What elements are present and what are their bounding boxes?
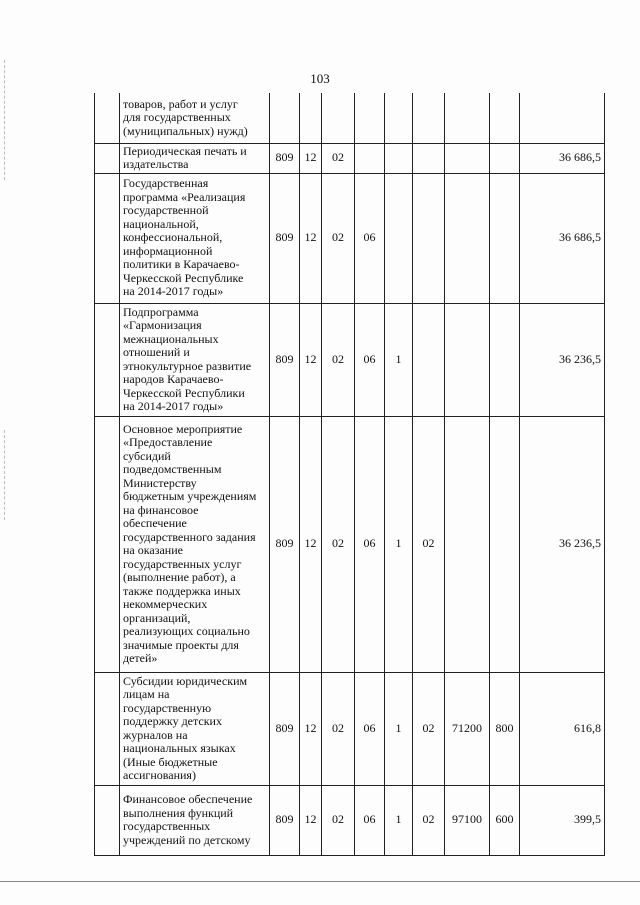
item-name-line: на 2014-2017 годы» (123, 399, 224, 413)
scan-margin-mark (4, 430, 5, 520)
section-code-cell: 12 (300, 785, 322, 855)
expense-type-cell (490, 93, 520, 143)
program-code-cell: 06 (355, 303, 385, 416)
direction-code-cell: 71200 (445, 672, 490, 785)
page-number: 103 (310, 71, 330, 86)
item-name-line: выполнения функций (123, 805, 234, 820)
section-code-cell: 12 (300, 672, 322, 785)
direction-code-cell (445, 173, 490, 303)
item-name-line: Черкесской Республики (123, 385, 245, 400)
item-name-line: отношений и (123, 345, 190, 359)
item-name-line: подведомственным (123, 462, 222, 476)
item-name-line: бюджетным учреждениям (123, 489, 257, 503)
item-name-cell (120, 785, 270, 855)
item-name-line: товаров, работ и услуг (123, 96, 238, 111)
item-name-cell (120, 143, 270, 173)
program-code-cell: 06 (355, 672, 385, 785)
item-name-line: государственного задания (123, 529, 256, 544)
item-name-line: обеспечение (123, 516, 187, 530)
budget-table (94, 93, 605, 856)
item-name-line: «Предоставление (123, 435, 213, 449)
expense-type-cell (490, 416, 520, 672)
subsection-code-cell: 02 (322, 785, 355, 855)
section-code-cell (300, 93, 322, 143)
program-code-cell (355, 93, 385, 143)
program-code-cell: 06 (355, 416, 385, 672)
row-margin-cell (95, 785, 120, 855)
item-name-line: Финансовое обеспечение (123, 792, 253, 806)
program-code-cell: 06 (355, 173, 385, 303)
subsection-code-cell: 02 (322, 672, 355, 785)
item-name-line: на финансовое (123, 502, 199, 517)
expense-type-cell (490, 143, 520, 173)
table-row (95, 93, 605, 143)
item-name-line: народов Карачаево- (123, 372, 224, 386)
section-code-cell: 12 (300, 143, 322, 173)
item-name-cell (120, 303, 270, 416)
item-name-line: для государственных (123, 110, 231, 124)
subprogram-code-cell: 1 (385, 785, 413, 855)
amount-cell: 36 686,5 (520, 143, 605, 173)
table-row (95, 785, 605, 855)
item-name-line: национальных языках (123, 741, 236, 755)
item-name-line: субсидий (123, 448, 171, 463)
activity-code-cell: 02 (413, 416, 445, 672)
amount-cell (520, 93, 605, 143)
item-name-line: ассигнования) (123, 768, 196, 782)
direction-code-cell (445, 93, 490, 143)
item-name-line: конфессиональной, (123, 230, 223, 245)
item-name-cell (120, 93, 270, 143)
item-name-line: организаций, (123, 610, 191, 625)
section-code-cell: 12 (300, 173, 322, 303)
item-name-line: государственной (123, 203, 209, 218)
amount-cell: 616,8 (520, 672, 605, 785)
ministry-code-cell: 809 (270, 672, 300, 785)
direction-code-cell (445, 303, 490, 416)
item-name-line: (муниципальных) нужд) (123, 123, 248, 138)
item-name-line: учреждений по детскому (123, 832, 251, 847)
table-row (95, 303, 605, 416)
item-name-line: Субсидии юридическим (123, 673, 248, 688)
direction-code-cell (445, 416, 490, 672)
item-name-line: Государственная (123, 176, 209, 191)
subsection-code-cell: 02 (322, 173, 355, 303)
item-name-cell (120, 672, 270, 785)
activity-code-cell (413, 173, 445, 303)
budget-table-body (95, 93, 605, 855)
amount-cell: 36 236,5 (520, 303, 605, 416)
ministry-code-cell: 809 (270, 143, 300, 173)
item-name-line: программа «Реализация (123, 189, 246, 204)
item-name-line: Черкесской Республике (123, 270, 244, 285)
table-row (95, 173, 605, 303)
table-row (95, 672, 605, 785)
expense-type-cell (490, 173, 520, 303)
subprogram-code-cell: 1 (385, 416, 413, 672)
row-margin-cell (95, 416, 120, 672)
subprogram-code-cell: 1 (385, 303, 413, 416)
page-bottom-rule (0, 881, 640, 882)
section-code-cell: 12 (300, 416, 322, 672)
item-name-line: на оказание (123, 543, 183, 557)
item-name-line: (выполнение работ), а (123, 570, 236, 584)
activity-code-cell (413, 143, 445, 173)
activity-code-cell: 02 (413, 672, 445, 785)
direction-code-cell (445, 143, 490, 173)
activity-code-cell: 02 (413, 785, 445, 855)
program-code-cell (355, 143, 385, 173)
item-name-line: «Гармонизация (123, 318, 202, 332)
amount-cell: 399,5 (520, 785, 605, 855)
item-name-line: журналов на (123, 727, 188, 742)
section-code-cell: 12 (300, 303, 322, 416)
subsection-code-cell: 02 (322, 143, 355, 173)
table-row (95, 416, 605, 672)
direction-code-cell: 97100 (445, 785, 490, 855)
item-name-line: Министерству (123, 475, 197, 490)
item-name-line: Подпрограмма (123, 304, 199, 319)
row-margin-cell (95, 143, 120, 173)
item-name-line: информационной (123, 243, 213, 258)
expense-type-cell: 800 (490, 672, 520, 785)
item-name-cell (120, 173, 270, 303)
subprogram-code-cell (385, 173, 413, 303)
item-name-line: государственных (123, 819, 211, 833)
item-name-line: Основное мероприятие (123, 421, 243, 436)
item-name-cell (120, 416, 270, 672)
item-name-line: также поддержка иных (123, 583, 241, 598)
ministry-code-cell (270, 93, 300, 143)
item-name-line: издательства (123, 157, 189, 171)
item-name-line: межнациональных (123, 331, 219, 346)
ministry-code-cell: 809 (270, 416, 300, 672)
item-name-line: на 2014-2017 годы» (123, 284, 224, 299)
expense-type-cell (490, 303, 520, 416)
amount-cell: 36 236,5 (520, 416, 605, 672)
subsection-code-cell: 02 (322, 416, 355, 672)
item-name-line: (Иные бюджетные (123, 754, 218, 769)
item-name-line: государственную (123, 700, 212, 715)
item-name-line: политики в Карачаево- (123, 257, 240, 272)
subprogram-code-cell: 1 (385, 672, 413, 785)
ministry-code-cell: 809 (270, 785, 300, 855)
row-margin-cell (95, 672, 120, 785)
item-name-line: некоммерческих (123, 597, 208, 611)
item-name-line: реализующих социально (123, 624, 250, 638)
activity-code-cell (413, 93, 445, 143)
item-name-line: государственных услуг (123, 556, 242, 571)
ministry-code-cell: 809 (270, 173, 300, 303)
item-name-line: детей» (123, 651, 158, 665)
amount-cell: 36 686,5 (520, 173, 605, 303)
program-code-cell: 06 (355, 785, 385, 855)
expense-type-cell: 600 (490, 785, 520, 855)
subsection-code-cell: 02 (322, 303, 355, 416)
activity-code-cell (413, 303, 445, 416)
table-row (95, 143, 605, 173)
row-margin-cell (95, 173, 120, 303)
item-name-line: этнокультурное развитие (123, 358, 252, 373)
row-margin-cell (95, 303, 120, 416)
item-name-line: лицам на (123, 687, 170, 701)
subprogram-code-cell (385, 143, 413, 173)
item-name-line: национальной, (123, 216, 199, 231)
subsection-code-cell (322, 93, 355, 143)
subprogram-code-cell (385, 93, 413, 143)
row-margin-cell (95, 93, 120, 143)
item-name-line: Периодическая печать и (123, 143, 247, 158)
item-name-line: значимые проекты для (123, 637, 239, 652)
ministry-code-cell: 809 (270, 303, 300, 416)
item-name-line: поддержку детских (123, 714, 222, 728)
